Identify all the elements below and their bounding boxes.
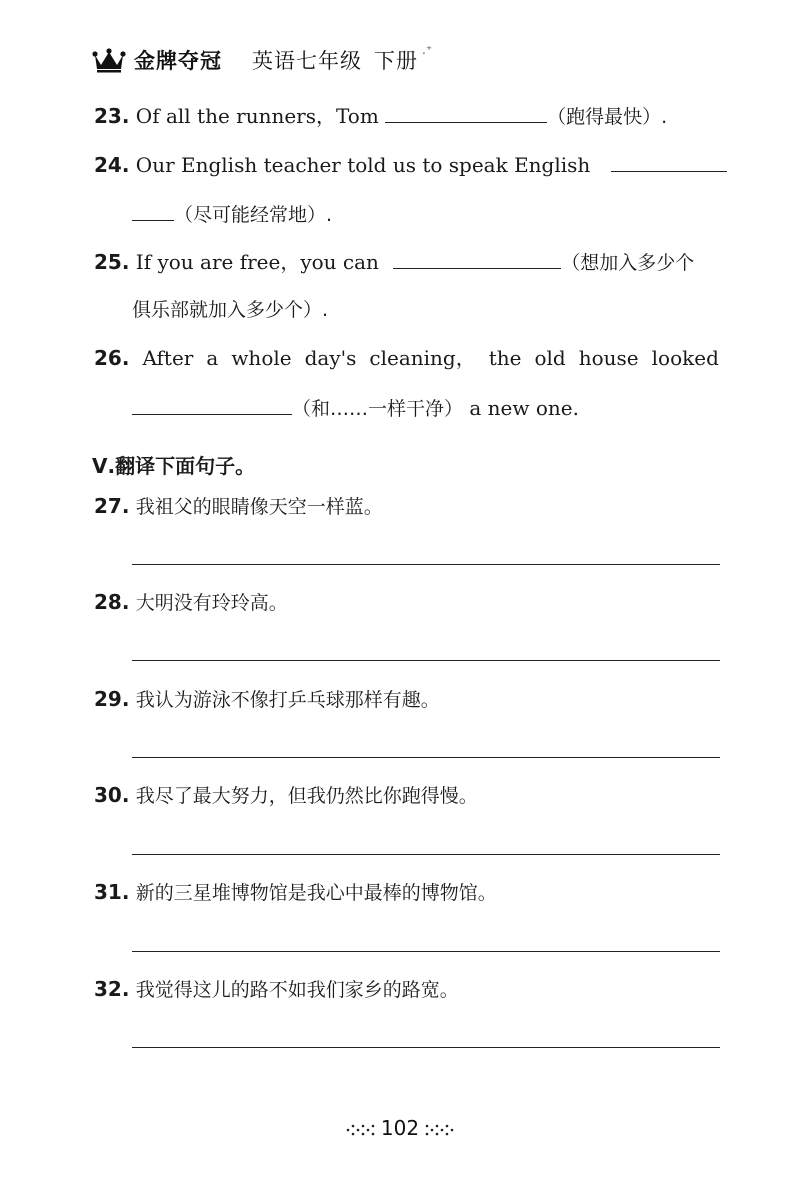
question-number: 25. (94, 250, 130, 274)
question-26-line2 (132, 392, 579, 424)
translation-item-27 (94, 491, 383, 522)
question-text: If you are free，you can (135, 250, 379, 274)
translation-item-29 (94, 684, 440, 715)
question-number: 26. (94, 346, 130, 370)
question-word: old (534, 346, 566, 370)
question-26 (94, 343, 719, 373)
page-header (92, 40, 432, 80)
answer-line[interactable] (132, 854, 720, 855)
question-hint: （尽可能经常地）. (174, 204, 333, 226)
dot-pattern-icon (345, 1122, 375, 1138)
answer-blank-continued[interactable] (132, 198, 174, 221)
question-number: 28. (94, 590, 130, 614)
translation-prompt: 我祖父的眼睛像天空一样蓝。 (135, 496, 383, 518)
translation-item-28 (94, 587, 288, 618)
translation-prompt: 我觉得这儿的路不如我们家乡的路宽。 (135, 979, 459, 1001)
answer-line[interactable] (132, 1047, 720, 1048)
question-text: Our English teacher told us to speak English (135, 153, 591, 177)
section-heading: Ⅴ.翻译下面句子。 (92, 454, 256, 478)
question-word: cleaning， (369, 346, 476, 370)
brand-title: 金牌夺冠 (134, 49, 222, 73)
translation-item-30 (94, 780, 478, 811)
translation-prompt: 我认为游泳不像打乒乓球那样有趣。 (135, 689, 440, 711)
question-number: 31. (94, 880, 130, 904)
sparkle-icon: .⁺ (422, 43, 433, 57)
question-number: 23. (94, 104, 130, 128)
question-number: 24. (94, 153, 130, 177)
translation-prompt: 新的三星堆博物馆是我心中最棒的博物馆。 (135, 882, 497, 904)
question-hint-line2: 俱乐部就加入多少个）. (132, 299, 329, 321)
question-number: 29. (94, 687, 130, 711)
answer-blank[interactable] (132, 392, 292, 415)
question-number: 30. (94, 783, 130, 807)
question-word: day's (304, 346, 357, 370)
question-24-line2 (132, 198, 332, 230)
question-word: house (578, 346, 639, 370)
crown-icon (92, 47, 126, 73)
question-hint: （和……一样干净） (292, 398, 464, 420)
page-footer (0, 1116, 800, 1140)
question-24 (94, 149, 727, 180)
volume-label: 下册 (374, 49, 418, 73)
question-hint: （想加入多少个 (561, 252, 695, 274)
answer-line[interactable] (132, 757, 720, 758)
translation-item-32 (94, 974, 459, 1005)
question-word: the (488, 346, 522, 370)
question-23 (94, 100, 667, 132)
question-word: looked (651, 346, 719, 370)
question-word: a (206, 346, 219, 370)
subject-label: 英语七年级 (252, 49, 362, 73)
question-word: After (142, 346, 194, 370)
question-number: 32. (94, 977, 130, 1001)
dot-pattern-icon (425, 1122, 455, 1138)
translation-item-31 (94, 877, 497, 908)
answer-line[interactable] (132, 564, 720, 565)
question-25 (94, 246, 694, 278)
question-text: Of all the runners，Tom (135, 104, 379, 128)
answer-line[interactable] (132, 660, 720, 661)
question-number: 27. (94, 494, 130, 518)
translation-prompt: 我尽了最大努力，但我仍然比你跑得慢。 (135, 785, 478, 807)
page-number: 102 (380, 1116, 420, 1140)
question-hint: （跑得最快）. (547, 106, 668, 128)
question-word: whole (231, 346, 292, 370)
translation-prompt: 大明没有玲玲高。 (135, 592, 288, 614)
answer-blank[interactable] (393, 246, 561, 269)
answer-blank[interactable] (611, 149, 727, 172)
answer-line[interactable] (132, 951, 720, 952)
question-text-end: a new one. (469, 396, 579, 420)
answer-blank[interactable] (385, 100, 547, 123)
